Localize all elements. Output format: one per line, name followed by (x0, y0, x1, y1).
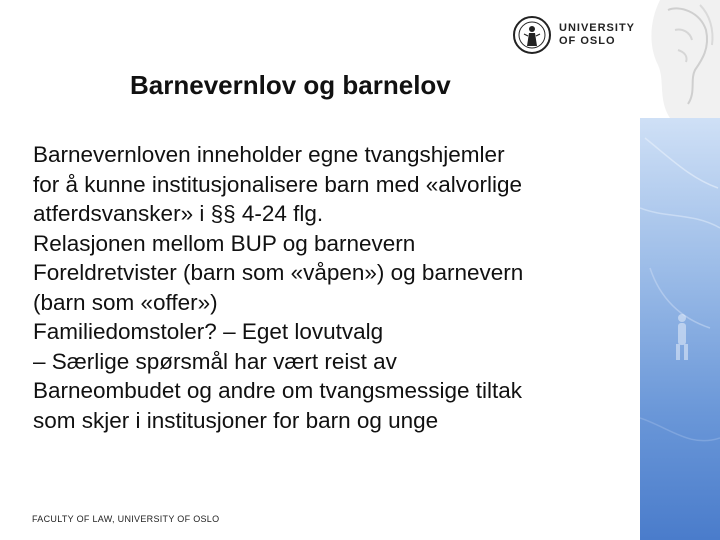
slide-body (33, 140, 648, 435)
university-seal-icon (513, 16, 551, 54)
logo-line-2: OF OSLO (559, 35, 616, 47)
body-line: – Særlige spørsmål har vært reist av (33, 348, 397, 374)
body-line: Familiedomstoler? – Eget lovutvalg (33, 319, 384, 344)
body-line: Barnevernloven inneholder egne tvangshjemler (33, 142, 505, 167)
slide-title: Barnevernlov og barnelov (130, 70, 451, 100)
statue-decoration (640, 0, 720, 130)
body-line: for å kunne institusjonalisere barn med «alvorlige (33, 171, 523, 197)
body-line: Barneombudet og andre om tvangsmessige tiltak (33, 378, 523, 403)
logo-line-1: UNIVERSITY (559, 22, 636, 34)
body-line: som skjer i institusjoner for barn og unge (33, 407, 439, 433)
logo-text (559, 22, 635, 48)
body-line: atferdsvansker» i §§ 4-24 flg. (33, 201, 324, 226)
university-logo (513, 15, 635, 55)
body-line: Foreldretvister (barn som «våpen») og barnevern (33, 260, 524, 285)
slide-footer: FACULTY OF LAW, UNIVERSITY OF OSLO (32, 514, 220, 524)
body-line: Relasjonen mellom BUP og barnevern (33, 230, 416, 256)
body-line: (barn som «offer») (33, 289, 218, 315)
right-decorative-strip (640, 118, 720, 540)
